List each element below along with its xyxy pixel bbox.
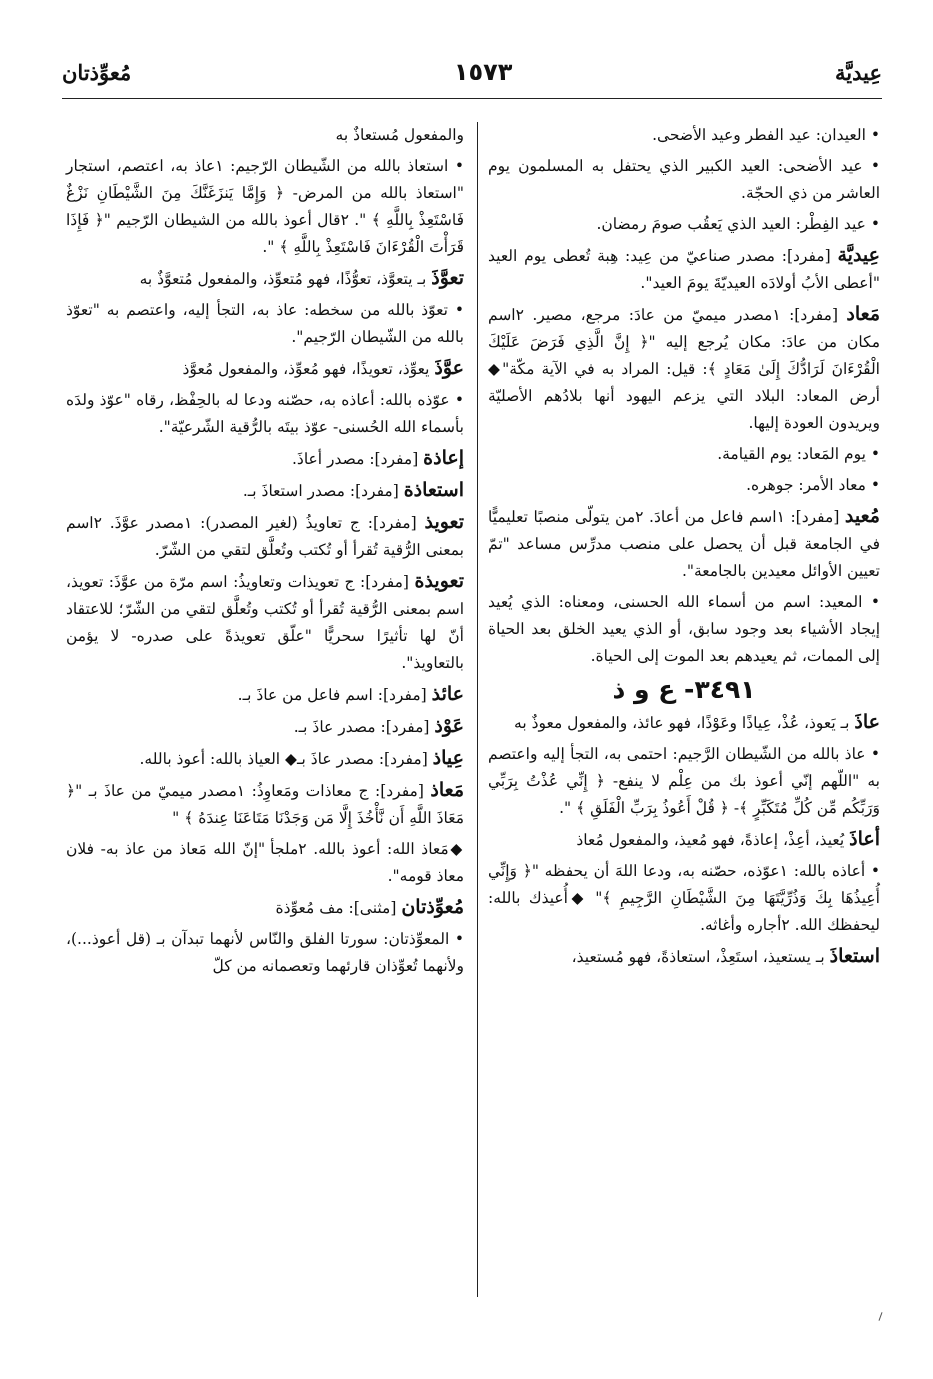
header-rule [62,98,882,99]
entry-line: عِيديَّة [مفرد]: مصدر صناعيّ من عِيد: هِبة تُعطى يوم العيد "أعطى الأبُ أولادَه العيديّةَ يومَ العيد". [488,244,880,292]
headword: عِيديَّة [837,244,880,266]
headword: مُعوِّذتان [401,896,464,918]
entry-line: عائذ [مفرد]: اسم فاعل من عاذَ بـ. [237,683,464,705]
headword: مَعاد [846,303,880,325]
entry-line: ◆مَعاذ الله: أعوذ بالله. ٢ملجأ "إنّ الله مَعاذ من عاذ به- فلان معاذ قومه". [66,840,464,885]
headword: عائذ [431,683,464,705]
entry-line: • عيد الأضحى: العيد الكبير الذي يحتفل به المسلمون يوم العاشر من ذي الحجّة. [488,157,880,202]
headword: عِياذ [432,747,464,769]
right-column [488,122,880,975]
headword: عاذَ [854,711,880,733]
entry-line: • معاد الأمر: جوهره. [746,476,880,494]
entry-line: إعاذة [مفرد]: مصدر أعاذَ. [292,447,464,469]
headword: عوَّذَ [434,357,464,379]
left-column [66,122,464,984]
entry-line: استعاذَ بـ يستعيذ، استَعِذْ، استعاذةً، فهو مُستعيذ، [571,945,880,967]
entry-line: • المعوِّذتان: سورتا الفلق والنّاس لأنهما تبدآن بـ (قل أعوذ...)، ولأنهما تُعوِّذان قارئهما وتعصمانه من كلّ [66,930,464,975]
entry-line: تعويذ [مفرد]: ج تعاويذُ (لغير المصدر): ١مصدر عوَّذَ. ٢اسم بمعنى الرُّقية تُقرأ أو تُكتب وتُعلَّق لتقي من الشّرّ. [66,511,464,559]
entry-line: مُعيد [مفرد]: ١اسم فاعل من أعادَ. ٢من يتولّى منصبًا تعليميًّا في الجامعة قبل أن يحصل على منصب مدرِّس مساعد "تمّ تعيين الأوائل معيدين بالجامعة". [488,505,880,580]
entry-line: أعاذَ يُعيذ، أعِذْ، إعاذةً، فهو مُعيذ، والمفعول مُعاذ [576,828,880,850]
entry-line: • عاذ بالله من الشّيطان الرَّجيم: احتمى به، التجأ إليه واعتصم به "اللّهم إنّي أعوذ بك من عِلْم لا ينفع- ﴿ إِنِّي عُذْتُ بِرَبِّي وَرَبِّكُم مِّن كُلِّ مُتَكَبِّرٍ ﴾- ﴿ قُلْ أَعُوذُ بِرَبِّ الْفَلَقِ ﴾ ". [488,745,880,817]
entry-line: تعوَّذَ بـ يتعوَّذ، تعوُّذًا، فهو مُتعوِّذ، والمفعول مُتعوَّذٌ به [139,267,464,289]
entry-line: مَعاد [مفرد]: ١مصدر ميميّ من عادَ: مرجع، مصير. ٢اسم مكان من عادَ: مكان يُرجع إليه "﴿ إِنَّ الَّذِي فَرَضَ عَلَيْكَ الْقُرْءَانَ لَرَادُّكَ إِلَىٰ مَعَادٍ ﴾: قيل: المراد به في الآية مكّة"◆ أرض المعاد: البلاد التي يزعم اليهود أنها بلادُهم الأصليّة ويريدون العودة إليها. [488,303,880,432]
headword: تعويذ [424,511,464,533]
page-header [62,52,882,92]
page-number: ١٥٧٣ [453,58,513,86]
entry-line: • يوم المَعاد: يوم القيامة. [717,445,880,463]
entry-line: عوَّذَ يعوِّذ، تعويذًا، فهو مُعوِّذ، والمفعول مُعوَّذ [182,357,464,379]
headword: تعوَّذَ [431,267,464,289]
entry-line: استعاذة [مفرد]: مصدر استعاذَ بـ. [242,479,464,501]
column-divider [477,122,478,1297]
margin-mark [878,1312,882,1321]
entry-line: عِياذ [مفرد]: مصدر عاذَ بـ◆ العياذ بالله: أعوذ بالله. [139,747,464,769]
headword: أعاذَ [849,828,880,850]
entry-line: والمفعول مُستعاذٌ به [335,126,464,144]
headword: مَعاذ [430,779,464,801]
headword: تعويذة [414,570,464,592]
headword: عَوْذ [434,715,464,737]
entry-line: • عيد الفِطْر: العيد الذي يَعقُب صومَ رمضان. [596,215,880,233]
entry-line: • المعيد: اسم من أسماء الله الحسنى، ومعناه: الذي يُعيد إيجاد الأشياء بعد وجود سابق، أو الذي يعيد الخلق بعد الحياة إلى الممات، ثم يعيدهم بعد الموت إلى الحياة. [488,593,880,665]
entry-line: • استعاذ بالله من الشّيطان الرّجيم: ١عاذ به، اعتصم، استجار "استعاذ بالله من المرض- ﴿ وَإِمَّا يَنزَغَنَّكَ مِنَ الشَّيْطَانِ نَزْغٌ فَاسْتَعِذْ بِاللَّهِ ﴾ ". ٢قال أعوذ بالله من الشيطان الرّجيم "﴿ فَإِذَا قَرَأْتَ الْقُرْءَانَ فَاسْتَعِذْ بِاللَّهِ ﴾ ". [66,157,464,256]
entry-line: • عوّذه بالله: أعاذه به، حصّنه ودعا له بالحِفْظ، رقاه "عوّذ ولدَه بأسماء الله الحُسنى- عوّذ بيتَه بالرُّقية الشّرعيّة". [66,391,464,436]
entry-line: عَوْذ [مفرد]: مصدر عاذَ بـ. [293,715,464,737]
headword: مُعيد [844,505,880,527]
entry-line: • أعاذه بالله: ١عوّذه، حصّنه به، ودعا اللهَ أن يحفظه "﴿ وَإِنِّي أُعِيذُهَا بِكَ وَذُرِّيَّتَهَا مِنَ الشَّيْطَانِ الرَّجِيمِ ﴾" ◆أُعيذك بالله: ليحفظك الله. ٢أجاره وأغاثه. [488,862,880,934]
entry-line: مُعوِّذتان [مثنى]: مف مُعوِّذة [275,896,464,918]
entry-line: تعويذة [مفرد]: ج تعويذات وتعاويذُ: اسم مرّة من عوَّذَ: تعويذ، اسم بمعنى الرُّقية تُقرأ أو تُكتب وتُعلَّق لتقي من الشّرّ؛ للاعتقاد أنّ لها تأثيرًا سحريًّا "علّق تعويذةً على صدره- لا يؤمن بالتعاويذ". [66,570,464,672]
headword: إعاذة [423,447,464,469]
entry-line: • تعوّذ بالله من سخطه: عاذ به، التجأ إليه، واعتصم به "تعوّذ بالله من الشّيطان الرّجيم". [66,301,464,346]
entry-line: مَعاذ [مفرد]: ج معاذات ومَعاوِذُ: ١مصدر ميميّ من عاذَ بـ "﴿ مَعَاذَ اللَّهِ أَن نَّأْخُذَ إِلَّا مَن وَجَدْنَا مَتَاعَنَا عِندَهُ ﴾ " [66,779,464,827]
right-guide-word: عِيديَّة [835,59,882,85]
headword: استعاذَ [829,945,880,967]
left-guide-word: مُعوِّذتان [62,59,132,85]
headword: استعاذة [403,479,464,501]
root-heading: ٣٤٩١- ع و ذ [612,675,756,704]
entry-line: • العيدان: عيد الفطر وعيد الأضحى. [652,126,880,144]
entry-line: عاذَ بـ يَعوذ، عُذْ، عِياذًا وعَوْذًا، فهو عائذ، والمفعول معوذٌ به [514,711,880,733]
